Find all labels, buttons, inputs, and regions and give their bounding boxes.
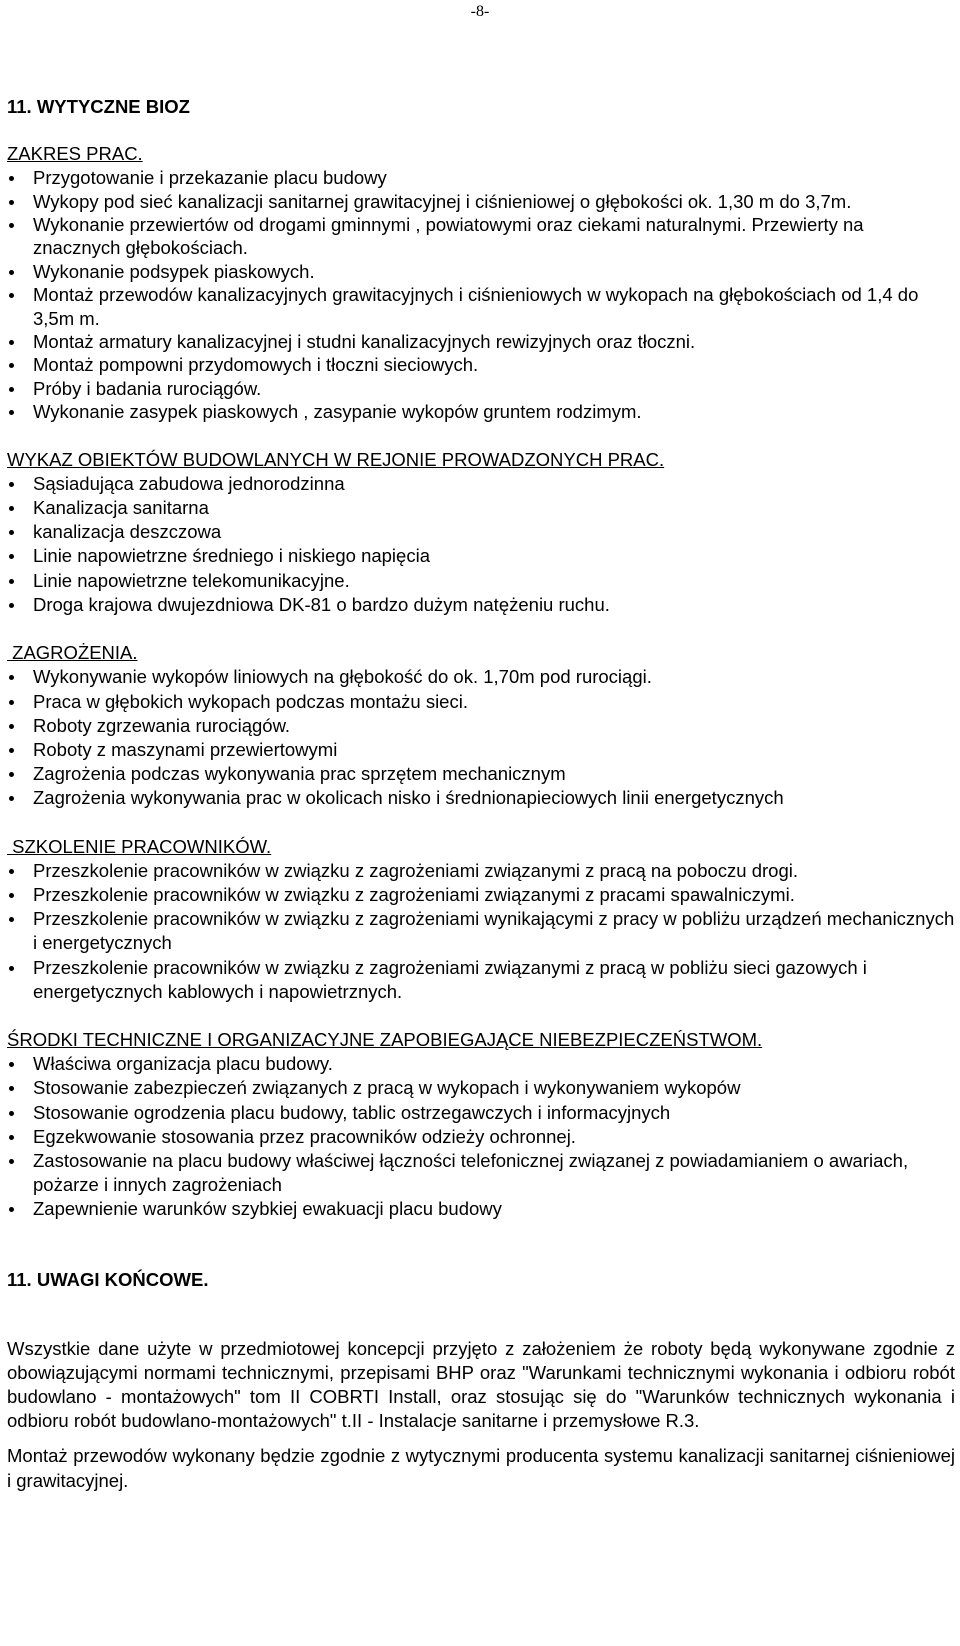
uwagi-paragraph-2: Montaż przewodów wykonany będzie zgodnie z wytycznymi producenta systemu kanalizacji sanitarnej ciśnieniowej i grawitacyjnej. [7,1445,955,1491]
list-item: Przeszkolenie pracowników w związku z zagrożeniami wynikającymi z pracy w pobliżu urządzeń mechanicznych i energetycznych [7,907,955,955]
list-item: Zagrożenia podczas wykonywania prac sprzętem mechanicznym [7,762,955,786]
list-item: Zastosowanie na placu budowy właściwej łączności telefonicznej związanej z powiadamianiem o awariach, pożarze i innych zagrożeniach [7,1149,955,1197]
list-item: Wykonanie zasypek piaskowych , zasypanie wykopów gruntem rodzimym. [7,400,955,423]
list-item: Linie napowietrzne telekomunikacyjne. [7,569,955,593]
list-item: Montaż przewodów kanalizacyjnych grawitacyjnych i ciśnieniowych w wykopach na głębokościach od 1,4 do 3,5m m. [7,283,955,330]
zagrozenia-title: ZAGROŻENIA. [7,642,138,664]
uwagi-paragraph-1: Wszystkie dane użyte w przedmiotowej koncepcji przyjęto z założeniem że roboty będą wykonywane zgodnie z obowiązującymi normami technicznymi, przepisami BHP oraz "Warunkami technicznymi wykonania i odbioru robót budowlano - montażowych" tom II COBRTI Install, oraz stosując się do "Warunków technicznych wykonania i odbioru robót budowlano-montażowych" t.II - Instalacje sanitarne i przemysłowe R.3. [7,1337,955,1432]
list-item: Montaż armatury kanalizacyjnej i studni kanalizacyjnych rewizyjnych oraz tłoczni. [7,330,955,353]
list-item: Przeszkolenie pracowników w związku z zagrożeniami związanymi z pracą na poboczu drogi. [7,859,955,883]
zagrozenia-list [7,665,955,810]
list-item: Linie napowietrzne średniego i niskiego napięcia [7,544,955,568]
list-item: Wykonanie podsypek piaskowych. [7,260,955,283]
list-item: Stosowanie zabezpieczeń związanych z pracą w wykopach i wykonywaniem wykopów [7,1076,955,1100]
srodki-list [7,1052,955,1221]
list-item: Kanalizacja sanitarna [7,496,955,520]
list-item: Sąsiadująca zabudowa jednorodzinna [7,472,955,496]
list-item: Próby i badania rurociągów. [7,377,955,400]
list-item: Wykonywanie wykopów liniowych na głębokość do ok. 1,70m pod rurociągi. [7,665,955,689]
list-item: Montaż pompowni przydomowych i tłoczni sieciowych. [7,353,955,376]
page-content [7,95,955,1493]
page-number: -8- [470,3,490,20]
list-item: Przeszkolenie pracowników w związku z zagrożeniami związanymi z pracą w pobliżu sieci gazowych i energetycznych kablowych i napowietrznych. [7,956,955,1004]
list-item: Egzekwowanie stosowania przez pracowników odzieży ochronnej. [7,1125,955,1149]
list-item: Przeszkolenie pracowników w związku z zagrożeniami związanymi z pracami spawalniczymi. [7,883,955,907]
list-item: Praca w głębokich wykopach podczas montażu sieci. [7,690,955,714]
list-item: Właściwa organizacja placu budowy. [7,1052,955,1076]
list-item: Wykopy pod sieć kanalizacji sanitarnej grawitacyjnej i ciśnieniowej o głębokości ok. 1,30 m do 3,7m. [7,190,955,213]
list-item: Droga krajowa dwujezdniowa DK-81 o bardzo dużym natężeniu ruchu. [7,593,955,617]
zakres-title: ZAKRES PRAC. [7,143,143,164]
list-item: Wykonanie przewiertów od drogami gminnymi , powiatowymi oraz ciekami naturalnymi. Przewierty na znacznych głębokościach. [7,213,955,260]
srodki-title: ŚRODKI TECHNICZNE I ORGANIZACYJNE ZAPOBIEGAJĄCE NIEBEZPIECZEŃSTWOM. [7,1028,763,1050]
list-item: kanalizacja deszczowa [7,520,955,544]
list-item: Zagrożenia wykonywania prac w okolicach nisko i średnionapieciowych linii energetycznych [7,786,955,810]
uwagi-heading: 11. UWAGI KOŃCOWE. [7,1268,209,1290]
wykaz-title: WYKAZ OBIEKTÓW BUDOWLANYCH W REJONIE PROWADZONYCH PRAC. [7,448,665,470]
bioz-heading: 11. WYTYCZNE BIOZ [7,96,190,117]
zakres-list [7,166,955,423]
list-item: Zapewnienie warunków szybkiej ewakuacji placu budowy [7,1197,955,1221]
wykaz-list [7,472,955,617]
szkolenie-title: SZKOLENIE PRACOWNIKÓW. [7,835,272,857]
list-item: Przygotowanie i przekazanie placu budowy [7,166,955,189]
szkolenie-list [7,859,955,1004]
list-item: Roboty z maszynami przewiertowymi [7,738,955,762]
list-item: Stosowanie ogrodzenia placu budowy, tablic ostrzegawczych i informacyjnych [7,1101,955,1125]
list-item: Roboty zgrzewania rurociągów. [7,714,955,738]
